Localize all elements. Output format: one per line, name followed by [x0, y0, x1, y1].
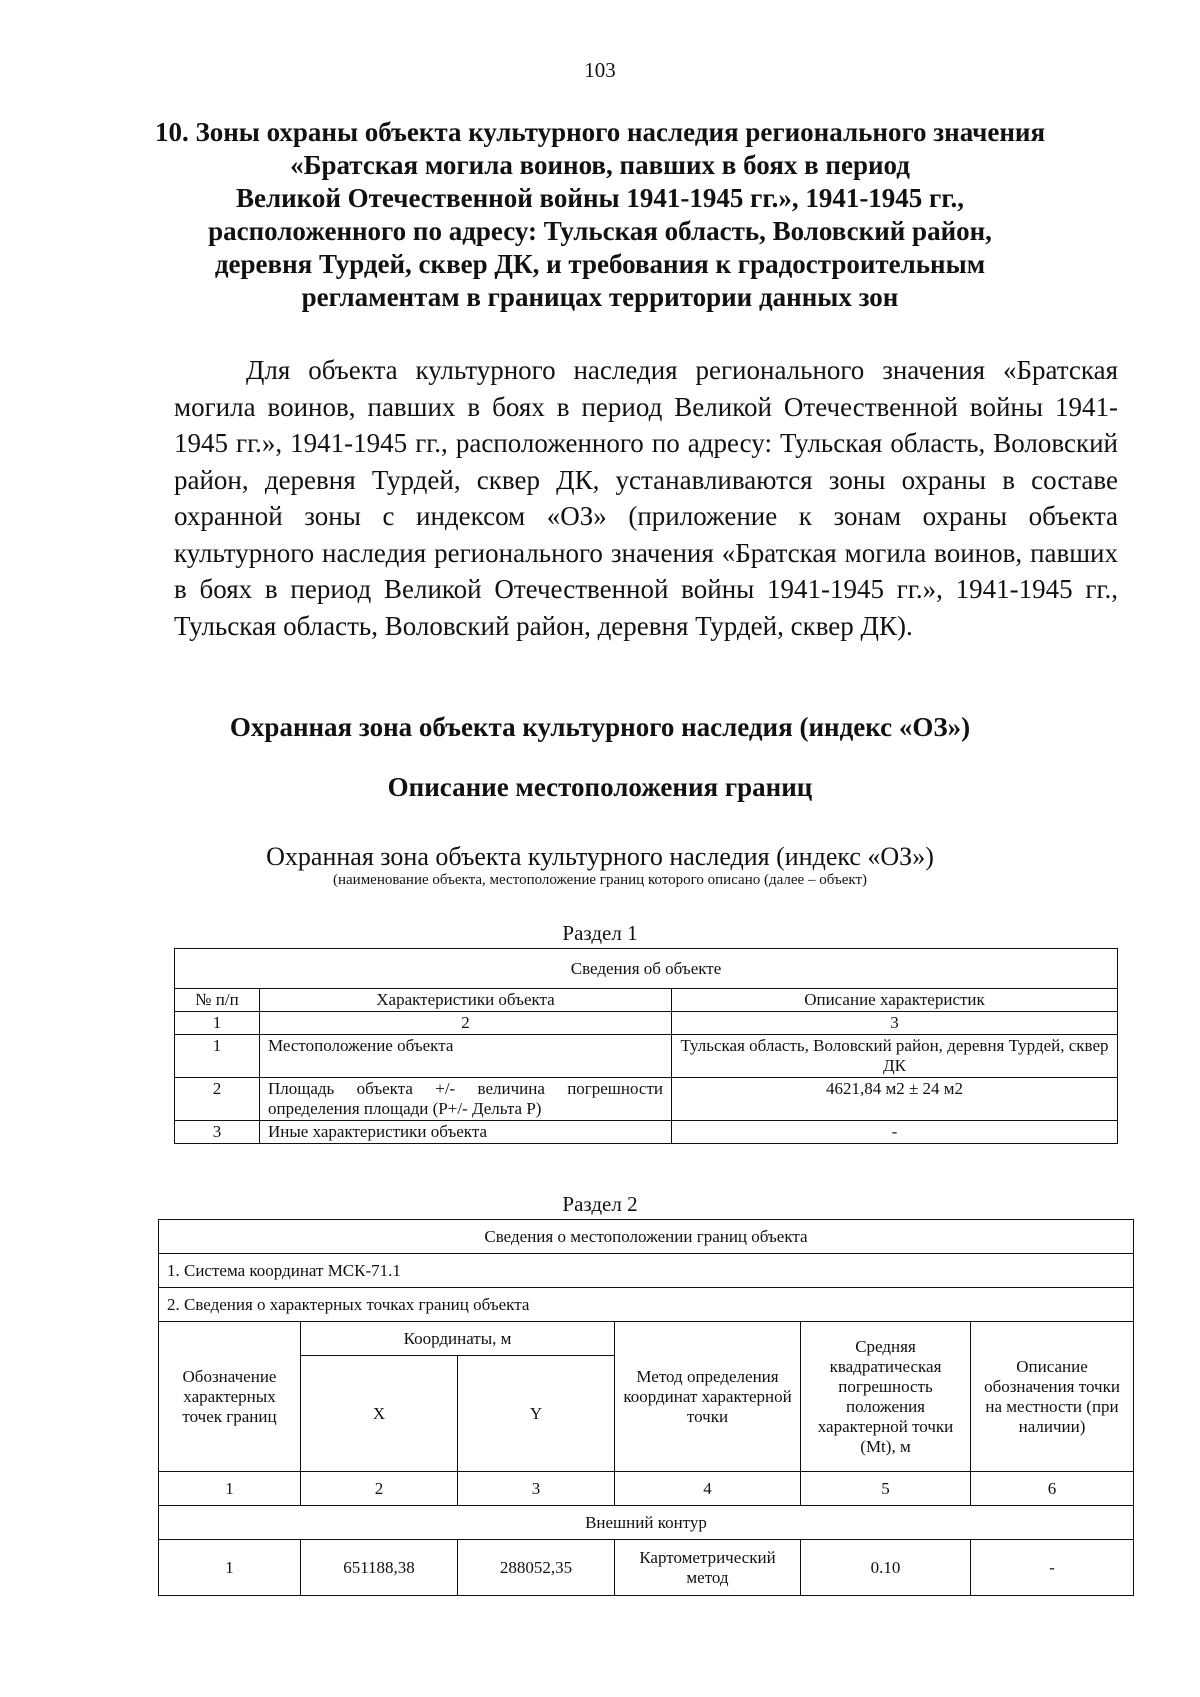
boundary-points-table [158, 1219, 1134, 1596]
header-cell: X [301, 1356, 458, 1472]
coord-system-row [159, 1254, 1134, 1288]
title-line: деревня Турдей, сквер ДК, и требования к градостроительным [214, 249, 986, 279]
row-value: Тульская область, Воловский район, деревня Турдей, сквер ДК [672, 1035, 1118, 1078]
title-line: Великой Отечественной войны 1941-1945 гг.», 1941-1945 гг., [235, 183, 965, 213]
header-cell: Y [458, 1356, 615, 1472]
table-row [175, 1078, 1118, 1121]
description-heading: Описание местоположения границ [387, 772, 813, 802]
table-row [175, 1035, 1118, 1078]
row-number: 3 [175, 1121, 260, 1144]
numbering-cell: 1 [159, 1472, 301, 1506]
row-number: 2 [175, 1078, 260, 1121]
numbering-cell: 3 [458, 1472, 615, 1506]
section2-label: Раздел 2 [562, 1192, 638, 1216]
row-value: 4621,84 м2 ± 24 м2 [672, 1078, 1118, 1121]
point-label: 1 [159, 1540, 301, 1596]
numbering-cell: 3 [672, 1012, 1118, 1035]
row-number: 1 [175, 1035, 260, 1078]
object-name-note: (наименование объекта, местоположение границ которого описано (далее – объект) [332, 872, 868, 888]
row-name: Иные характеристики объекта [260, 1121, 672, 1144]
coord-system: 1. Система координат МСК-71.1 [159, 1254, 1134, 1288]
contour-label: Внешний контур [159, 1506, 1134, 1540]
numbering-cell: 1 [175, 1012, 260, 1035]
page-number: 103 [584, 58, 616, 82]
object-info-table [174, 948, 1118, 1144]
header-cell: Характеристики объекта [260, 989, 672, 1012]
header-cell: № п/п [175, 989, 260, 1012]
numbering-cell: 2 [301, 1472, 458, 1506]
point-error: 0.10 [801, 1540, 971, 1596]
header-cell: Метод определения координат характерной точки [615, 1322, 801, 1472]
header-cell: Обозначение характерных точек границ [159, 1322, 301, 1472]
header-cell: Средняя квадратическая погрешность положения характерной точки (Mt), м [801, 1322, 971, 1472]
table-caption-row [159, 1220, 1134, 1254]
points-caption-row [159, 1288, 1134, 1322]
title-line: расположенного по адресу: Тульская область, Воловский район, [208, 216, 992, 246]
table-row [159, 1540, 1134, 1596]
point-method: Картометрический метод [615, 1540, 801, 1596]
row-name: Местоположение объекта [260, 1035, 672, 1078]
title-line: регламентам в границах территории данных зон [301, 282, 899, 312]
object-name: Охранная зона объекта культурного наследия (индекс «ОЗ») [266, 842, 934, 871]
table-caption-row [175, 949, 1118, 989]
section-title [140, 116, 1060, 314]
numbering-cell: 4 [615, 1472, 801, 1506]
contour-row [159, 1506, 1134, 1540]
table-header-row [159, 1322, 1134, 1356]
numbering-cell: 6 [971, 1472, 1134, 1506]
row-name: Площадь объекта +/- величина погрешности определения площади (P+/- Дельта P) [260, 1078, 672, 1121]
row-value: - [672, 1121, 1118, 1144]
header-cell: Описание характеристик [672, 989, 1118, 1012]
title-line: 10. Зоны охраны объекта культурного наследия регионального значения [154, 117, 1046, 147]
header-cell: Описание обозначения точки на местности (при наличии) [971, 1322, 1134, 1472]
header-cell: Координаты, м [301, 1322, 615, 1356]
intro-paragraph: Для объекта культурного наследия регионального значения «Братская могила воинов, павших в боях в период Великой Отечественной войны 1941-1945 гг.», 1941-1945 гг., расположенного по адресу: Тульская область, Воловский район, деревня Турдей, сквер ДК, устанавливаются зоны охраны в составе охранной зоны с индексом «ОЗ» (приложение к зонам охраны объекта культурного наследия регионального значения «Братская могила воинов, павших в боях в период Великой Отечественной войны 1941-1945 гг.», 1941-1945 гг., Тульская область, Воловский район, деревня Турдей, сквер ДК). [174, 355, 1118, 641]
table-header-row [175, 989, 1118, 1012]
table-row [175, 1121, 1118, 1144]
table-caption: Сведения об объекте [175, 949, 1118, 989]
points-caption: 2. Сведения о характерных точках границ объекта [159, 1288, 1134, 1322]
zone-heading: Охранная зона объекта культурного наследия (индекс «ОЗ») [229, 712, 971, 742]
table-numbering-row [175, 1012, 1118, 1035]
table-numbering-row [159, 1472, 1134, 1506]
table-caption: Сведения о местоположении границ объекта [159, 1220, 1134, 1254]
section1-label: Раздел 1 [562, 921, 638, 945]
numbering-cell: 5 [801, 1472, 971, 1506]
point-y: 288052,35 [458, 1540, 615, 1596]
point-x: 651188,38 [301, 1540, 458, 1596]
point-description: - [971, 1540, 1134, 1596]
title-line: «Братская могила воинов, павших в боях в период [290, 150, 910, 180]
numbering-cell: 2 [260, 1012, 672, 1035]
